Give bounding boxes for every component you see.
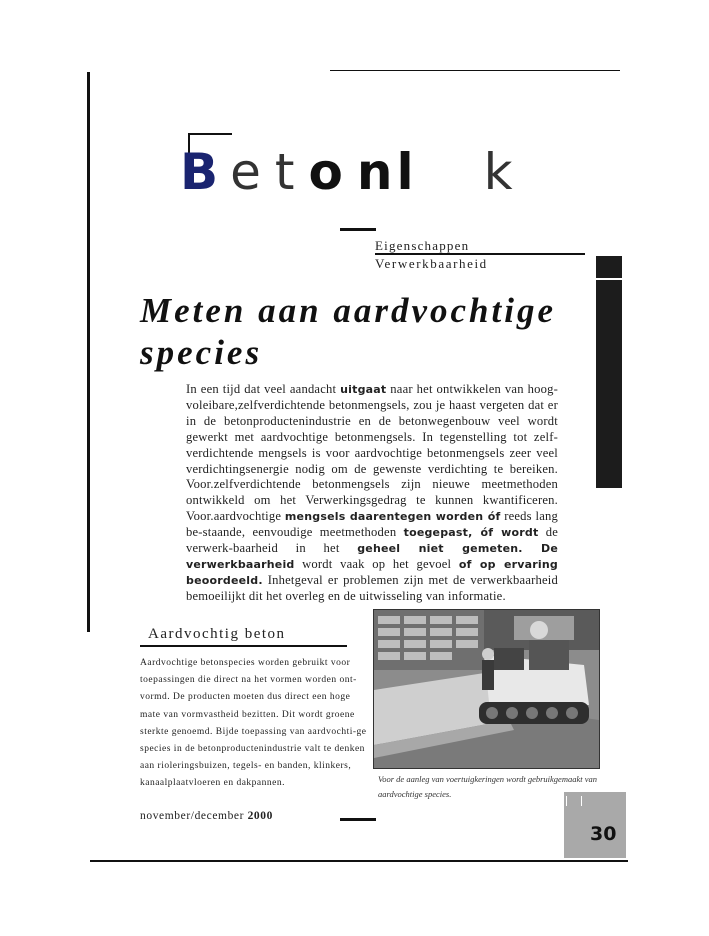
intro-text: de verwerk-baarheid in het — [186, 525, 558, 556]
section-subcategory: Verwerkbaarheid — [375, 256, 488, 271]
masthead-letter: o — [308, 143, 343, 201]
masthead-letter: t — [274, 143, 295, 201]
intro-highlight: mengsels daarentegen worden óf — [284, 510, 501, 524]
intro-highlight: uitgaat — [340, 383, 387, 396]
intro-highlight: toegepast, óf wordt — [403, 526, 539, 540]
section-category: Eigenschappen — [375, 238, 470, 253]
masthead-letter: B — [180, 143, 219, 201]
photo-illustration — [374, 610, 599, 768]
intro-text: Inhetgeval er problemen zijn met de verwerkbaarheid bemoeilijkt dit het overleg en de uitwisseling van informatie. — [186, 572, 558, 603]
right-edge-bar — [596, 256, 622, 488]
article-headline: Meten aan aardvochtige species — [140, 291, 556, 372]
sidebar-rule — [140, 645, 347, 647]
masthead-letter: k — [483, 143, 513, 201]
bottom-rule — [90, 860, 628, 862]
masthead-letter: l — [396, 143, 414, 201]
divider-dash — [340, 818, 376, 821]
intro-paragraph — [186, 382, 558, 605]
divider-dash — [340, 228, 376, 231]
sidebar-title: Aardvochtig beton — [148, 626, 286, 642]
intro-highlight: of op ervaring beoordeeld. — [186, 557, 558, 587]
intro-text: naar het ontwikkelen van hoog-voleibare,zelfverdichtende betonmengsels, zou je haast vergeten dat er in de betonproductenindustrie en de betonwegenbouw veel wordt gewerkt met aardvochtige betonmengsels. In tegenstelling tot zelf-verdichtende mengsels is voor aardvochtige betonmengsels zeer veel verdichtingsenergie nodig om de gewenste verdichting te bereiken. Voor.zelfverdichtende betonmengsels zijn nieuwe meetmethoden ontwikkeld om het Verwerkingsgedrag te kunnen kwantificeren. Voor.aardvochtige — [186, 382, 558, 524]
article-photo — [373, 609, 600, 769]
intro-text: reeds lang be-staande, eenvoudige meetmethoden — [186, 509, 558, 540]
masthead-letter: e — [230, 143, 261, 201]
masthead-logo — [180, 142, 513, 202]
intro-text: In een tijd dat veel aandacht — [186, 382, 341, 396]
sidebar-text: Aardvochtige betonspecies worden gebruikt voor toepassingen die direct na het vormen worden ont-vormd. De producten moeten dus direct een hoge mate van vormvastheid bezitten. Dit wordt groene sterkte genoemd. Bijde toepassing van aardvochti-ge species in de betonproductenindustrie valt te denken aan rioleringsbuizen, tegels- en banden, klinkers, kanaalplaatvloeren en dakpannen. — [140, 658, 367, 789]
page-box-hatch — [566, 796, 582, 806]
masthead-letter: n — [356, 143, 393, 201]
issue-months: november/december — [140, 810, 245, 822]
photo-caption: Voor de aanleg van voertuigkeringen wordt gebruikgemaakt van aardvochtige species. — [378, 774, 597, 799]
issue-date — [140, 810, 273, 822]
intro-highlight: geheel niet gemeten. De verwerkbaarheid — [186, 542, 559, 571]
intro-text: wordt vaak op het gevoel — [294, 556, 459, 571]
issue-year: 2000 — [247, 810, 273, 822]
section-rule — [375, 253, 585, 255]
left-margin-bar — [87, 72, 90, 632]
top-rule — [330, 70, 620, 71]
right-edge-bar-gap — [596, 278, 622, 280]
page-number: 30 — [590, 823, 617, 845]
